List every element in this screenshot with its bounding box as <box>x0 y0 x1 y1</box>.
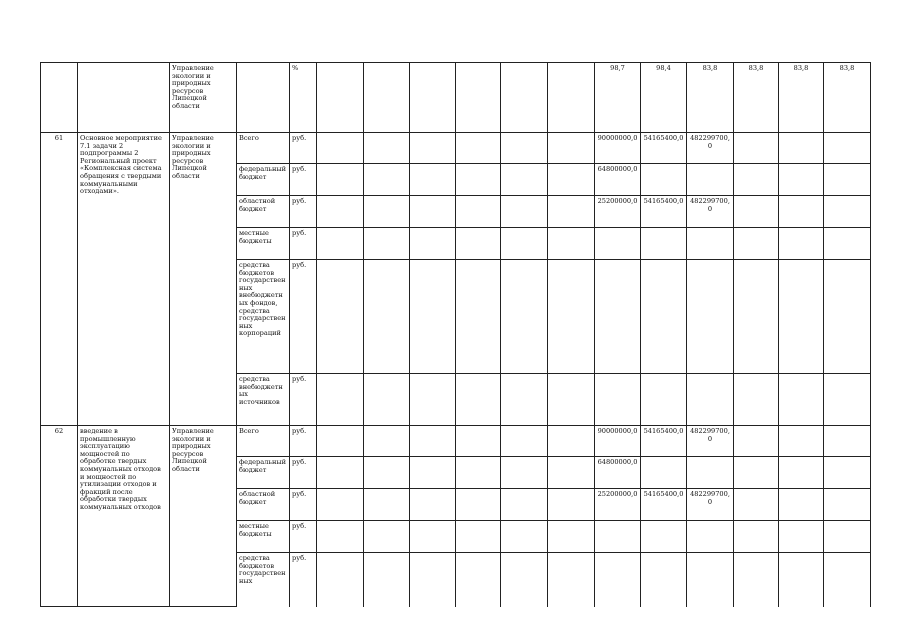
value-cell: 64800000,0 <box>595 164 641 196</box>
empty-cell <box>456 196 501 228</box>
empty-cell <box>78 63 170 133</box>
empty-cell <box>317 553 364 607</box>
empty-cell <box>410 133 456 164</box>
empty-cell <box>317 196 364 228</box>
empty-cell <box>456 260 501 374</box>
empty-cell <box>364 63 410 133</box>
empty-cell <box>734 457 779 489</box>
empty-cell <box>410 196 456 228</box>
empty-cell <box>317 260 364 374</box>
empty-cell <box>548 260 595 374</box>
value-cell: 98,4 <box>641 63 687 133</box>
empty-cell <box>734 374 779 426</box>
empty-cell <box>364 457 410 489</box>
empty-cell <box>456 457 501 489</box>
value-cell <box>641 164 687 196</box>
empty-cell <box>364 521 410 553</box>
unit-cell: руб. <box>290 164 317 196</box>
empty-cell <box>317 426 364 457</box>
value-cell: 54165400,0 <box>641 196 687 228</box>
unit-cell: руб. <box>290 228 317 260</box>
measure-name: Основное мероприятие 7.1 задачи 2 подпрограммы 2 Региональный проект «Комплексная система обращения с твердыми коммунальными отходами». <box>78 133 170 426</box>
empty-cell <box>317 489 364 521</box>
row-number: 62 <box>41 426 78 607</box>
empty-cell <box>410 457 456 489</box>
empty-cell <box>364 553 410 607</box>
value-cell <box>641 260 687 374</box>
value-cell: 98,7 <box>595 63 641 133</box>
empty-cell <box>824 521 871 553</box>
empty-cell <box>410 63 456 133</box>
value-cell: 54165400,0 <box>641 489 687 521</box>
unit-cell: % <box>290 63 317 133</box>
empty-cell <box>548 457 595 489</box>
empty-cell <box>456 133 501 164</box>
empty-cell <box>317 164 364 196</box>
empty-cell <box>364 228 410 260</box>
value-cell <box>641 521 687 553</box>
empty-cell <box>317 228 364 260</box>
empty-cell <box>501 196 548 228</box>
empty-cell <box>548 228 595 260</box>
source-cell: местные бюджеты <box>237 521 290 553</box>
empty-cell <box>317 63 364 133</box>
value-cell <box>687 521 734 553</box>
empty-cell <box>779 196 824 228</box>
source-cell: областной бюджет <box>237 196 290 228</box>
unit-cell: руб. <box>290 457 317 489</box>
empty-cell <box>364 196 410 228</box>
empty-cell <box>734 164 779 196</box>
empty-cell <box>824 489 871 521</box>
empty-cell <box>456 228 501 260</box>
value-cell <box>595 260 641 374</box>
empty-cell <box>41 63 78 133</box>
empty-cell <box>548 489 595 521</box>
empty-cell <box>824 196 871 228</box>
empty-cell <box>410 374 456 426</box>
empty-cell <box>410 489 456 521</box>
empty-cell <box>734 553 779 607</box>
source-cell: областной бюджет <box>237 489 290 521</box>
row-number: 61 <box>41 133 78 426</box>
source-cell: местные бюджеты <box>237 228 290 260</box>
empty-cell <box>779 260 824 374</box>
value-cell: 83,8 <box>734 63 779 133</box>
empty-cell <box>456 553 501 607</box>
empty-cell <box>548 164 595 196</box>
empty-cell <box>548 553 595 607</box>
value-cell <box>687 164 734 196</box>
empty-cell <box>548 521 595 553</box>
value-cell <box>687 553 734 607</box>
empty-cell <box>364 374 410 426</box>
empty-cell <box>364 164 410 196</box>
value-cell: 482299700,0 <box>687 426 734 457</box>
empty-cell <box>548 374 595 426</box>
value-cell: 83,8 <box>687 63 734 133</box>
empty-cell <box>779 228 824 260</box>
unit-cell: руб. <box>290 426 317 457</box>
empty-cell <box>410 260 456 374</box>
empty-cell <box>456 426 501 457</box>
value-cell <box>595 374 641 426</box>
empty-cell <box>734 260 779 374</box>
value-cell: 482299700,0 <box>687 133 734 164</box>
executor-cell: Управление экологии и природных ресурсов Липецкой области <box>170 133 237 426</box>
value-cell <box>687 228 734 260</box>
source-cell: федеральный бюджет <box>237 164 290 196</box>
empty-cell <box>824 228 871 260</box>
empty-cell <box>779 426 824 457</box>
empty-cell <box>734 196 779 228</box>
empty-cell <box>824 164 871 196</box>
unit-cell: руб. <box>290 196 317 228</box>
table-row <box>41 426 871 457</box>
empty-cell <box>501 426 548 457</box>
value-cell: 54165400,0 <box>641 426 687 457</box>
empty-cell <box>410 164 456 196</box>
empty-cell <box>548 426 595 457</box>
empty-cell <box>501 553 548 607</box>
empty-cell <box>734 521 779 553</box>
empty-cell <box>317 457 364 489</box>
executor-cell: Управление экологии и природных ресурсов Липецкой области <box>170 63 237 133</box>
empty-cell <box>779 553 824 607</box>
unit-cell: руб. <box>290 521 317 553</box>
empty-cell <box>824 374 871 426</box>
value-cell: 90000000,0 <box>595 426 641 457</box>
empty-cell <box>548 133 595 164</box>
value-cell: 83,8 <box>824 63 871 133</box>
value-cell <box>641 228 687 260</box>
source-cell: федеральный бюджет <box>237 457 290 489</box>
empty-cell <box>548 196 595 228</box>
empty-cell <box>317 133 364 164</box>
value-cell <box>595 228 641 260</box>
unit-cell: руб. <box>290 489 317 521</box>
empty-cell <box>501 164 548 196</box>
empty-cell <box>501 521 548 553</box>
empty-cell <box>501 228 548 260</box>
value-cell <box>687 457 734 489</box>
value-cell: 54165400,0 <box>641 133 687 164</box>
empty-cell <box>364 260 410 374</box>
empty-cell <box>824 426 871 457</box>
empty-cell <box>734 133 779 164</box>
value-cell: 482299700,0 <box>687 489 734 521</box>
measure-name: введение в промышленную эксплуатацию мощностей по обработке твердых коммунальных отходов и мощностей по утилизации отходов и фракций после обработки твердых коммунальных отходов <box>78 426 170 607</box>
value-cell: 25200000,0 <box>595 196 641 228</box>
empty-cell <box>734 489 779 521</box>
empty-cell <box>317 521 364 553</box>
executor-cell: Управление экологии и природных ресурсов Липецкой области <box>170 426 237 607</box>
empty-cell <box>501 489 548 521</box>
empty-cell <box>456 521 501 553</box>
source-cell: средства бюджетов государственных внебюджетных фондов, средства государственных корпораций <box>237 260 290 374</box>
value-cell <box>687 260 734 374</box>
empty-cell <box>824 133 871 164</box>
source-cell: Всего <box>237 426 290 457</box>
empty-cell <box>501 63 548 133</box>
value-cell: 83,8 <box>779 63 824 133</box>
empty-cell <box>501 260 548 374</box>
empty-cell <box>501 457 548 489</box>
unit-cell: руб. <box>290 553 317 607</box>
empty-cell <box>364 133 410 164</box>
empty-cell <box>824 553 871 607</box>
value-cell <box>595 521 641 553</box>
unit-cell: руб. <box>290 260 317 374</box>
empty-cell <box>410 228 456 260</box>
empty-cell <box>824 260 871 374</box>
empty-cell <box>824 457 871 489</box>
value-cell: 64800000,0 <box>595 457 641 489</box>
source-cell: Всего <box>237 133 290 164</box>
unit-cell: руб. <box>290 374 317 426</box>
empty-cell <box>734 228 779 260</box>
empty-cell <box>364 489 410 521</box>
empty-cell <box>501 374 548 426</box>
empty-cell <box>410 521 456 553</box>
value-cell <box>641 457 687 489</box>
empty-cell <box>779 489 824 521</box>
value-cell <box>641 553 687 607</box>
value-cell: 25200000,0 <box>595 489 641 521</box>
empty-cell <box>456 63 501 133</box>
program-table <box>40 62 871 607</box>
value-cell <box>687 374 734 426</box>
value-cell <box>595 553 641 607</box>
source-cell: средства внебюджетных источников <box>237 374 290 426</box>
value-cell <box>641 374 687 426</box>
empty-cell <box>779 164 824 196</box>
empty-cell <box>779 457 824 489</box>
empty-cell <box>410 426 456 457</box>
empty-cell <box>456 489 501 521</box>
empty-cell <box>456 374 501 426</box>
table-row <box>41 133 871 164</box>
value-cell: 90000000,0 <box>595 133 641 164</box>
source-cell: средства бюджетов государственных <box>237 553 290 607</box>
empty-cell <box>501 133 548 164</box>
empty-cell <box>317 374 364 426</box>
table-row-top <box>41 63 871 133</box>
empty-cell <box>364 426 410 457</box>
value-cell: 482299700,0 <box>687 196 734 228</box>
empty-cell <box>779 374 824 426</box>
empty-cell <box>237 63 290 133</box>
empty-cell <box>456 164 501 196</box>
empty-cell <box>548 63 595 133</box>
unit-cell: руб. <box>290 133 317 164</box>
empty-cell <box>779 521 824 553</box>
empty-cell <box>410 553 456 607</box>
empty-cell <box>779 133 824 164</box>
empty-cell <box>734 426 779 457</box>
